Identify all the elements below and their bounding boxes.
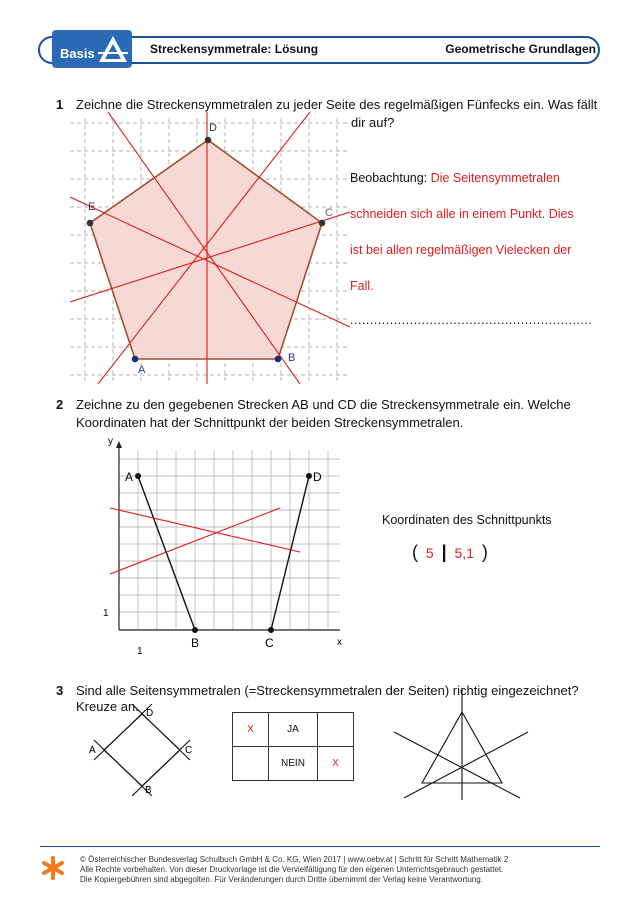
footer-line-3: Die Kopiergebühren sind abgegolten. Für Veränderungen durch Dritte übernimmt der Verlag keine Verantwortung. (80, 875, 483, 884)
square-figure (85, 704, 200, 796)
separator-bar: | (441, 542, 447, 562)
vertex-d-label: D (209, 122, 217, 134)
square-a-label: A (89, 745, 96, 756)
observation-dotted-line: ............................................................. (350, 313, 593, 327)
ja-checkbox-right[interactable] (317, 713, 353, 747)
open-paren: ( (412, 542, 418, 562)
y-axis-label: y (108, 436, 113, 447)
footer-line-2: Alle Rechte vorbehalten. Von dieser Druckvorlage ist die Vervielfältigung für den eigenen Unterrichtsgebrauch gestattet. (80, 865, 504, 874)
answer-x: 5 (425, 545, 434, 561)
task1-text-cont: dir auf? (351, 115, 395, 130)
footer-divider (40, 846, 600, 847)
axes (119, 446, 340, 630)
pentagon (90, 140, 322, 359)
x-tick-label: 1 (137, 646, 143, 657)
point-d-label: D (313, 470, 322, 484)
observation-answer-2: schneiden sich alle in einem Punkt. Dies (350, 207, 574, 221)
point-b-label: B (191, 636, 200, 650)
square-c-label: C (185, 745, 193, 756)
basis-badge (52, 30, 132, 68)
nein-label: NEIN (269, 747, 318, 781)
task3-text: Sind alle Seitensymmetralen (=Streckensymmetralen der Seiten) richtig eingezeichnet? (76, 683, 579, 698)
pentagon-figure (70, 112, 350, 384)
task1-text: Zeichne die Streckensymmetralen zu jeder Seite des regelmäßigen Fünfecks ein. Was fällt (76, 97, 598, 112)
point-c-label: C (265, 636, 274, 650)
point-a-label: A (125, 470, 134, 484)
rotated-square (104, 714, 180, 786)
task3-text-cont: Kreuze an. (76, 699, 139, 714)
observation-answer-4: Fall. (350, 279, 374, 293)
answer-y: 5,1 (454, 545, 474, 561)
vertex-e-label: E (88, 201, 96, 213)
coordinates-label: Koordinaten des Schnittpunkts (382, 513, 552, 527)
nein-checkbox[interactable]: X (317, 747, 353, 781)
task2-text: Zeichne zu den gegebenen Strecken AB und CD die Streckensymmetrale ein. Welche (76, 397, 571, 412)
coordinates-answer (412, 542, 488, 563)
triangle-figure (390, 688, 530, 800)
observation-answer-3: ist bei allen regelmäßigen Vielecken der (350, 243, 572, 257)
vertex-a-label: A (138, 364, 146, 376)
close-paren: ) (481, 542, 488, 562)
footer-line-1: © Österreichischer Bundesverlag Schulbuch GmbH & Co. KG, Wien 2017 | www.oebv.at | Schritt für Schritt Mathematik 2 (80, 855, 509, 864)
worksheet-title: Streckensymmetrale: Lösung (150, 42, 319, 56)
observation-label: Beobachtung: (350, 171, 428, 185)
square-d-label: D (146, 708, 154, 719)
checkbox-table (232, 712, 354, 781)
table-row (233, 747, 354, 781)
segment-points (135, 473, 312, 633)
y-tick-label: 1 (103, 608, 109, 619)
y-axis-arrow-icon (116, 441, 122, 448)
triangle-logo-icon (98, 34, 128, 64)
task2-number: 2 (56, 397, 64, 412)
task1-number: 1 (56, 97, 64, 112)
observation-answer-1: Die Seitensymmetralen (430, 171, 560, 185)
table-row (233, 713, 354, 747)
task2-text-cont: Koordinaten hat der Schnittpunkt der beiden Streckensymmetralen. (76, 415, 464, 430)
answer-bisectors (110, 508, 300, 574)
ja-label: JA (269, 713, 318, 747)
x-axis-label: x (337, 637, 342, 648)
footer-text (80, 855, 600, 885)
task3-number: 3 (56, 683, 64, 698)
coordinate-figure (100, 432, 350, 658)
worksheet-topic: Geometrische Grundlagen (445, 42, 596, 56)
nein-checkbox-left[interactable] (233, 747, 269, 781)
vertex-c-label: C (325, 207, 333, 219)
observation-line-1 (350, 171, 560, 185)
ja-checkbox[interactable]: X (233, 713, 269, 747)
badge-label: Basis (60, 46, 95, 61)
vertex-b-label: B (288, 352, 296, 364)
square-b-label: B (145, 785, 152, 796)
publisher-star-icon (40, 855, 66, 881)
